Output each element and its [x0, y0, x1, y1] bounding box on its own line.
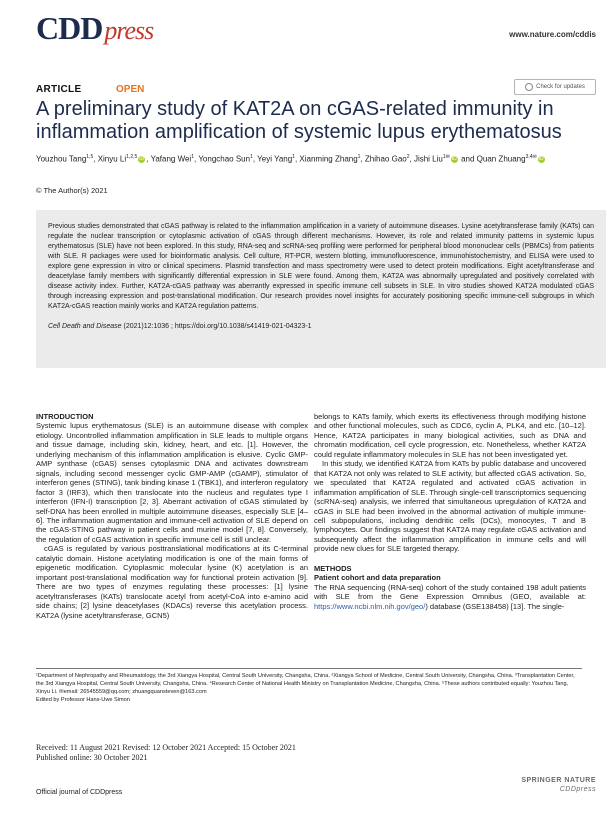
- methods-text-end: ) database (GSE138458) [13]. The single-: [425, 601, 565, 611]
- journal-logo: [36, 10, 153, 47]
- author-affiliation: 1: [191, 154, 194, 160]
- affiliations-text: ¹Department of Nephropathy and Rheumatology, the 3rd Xiangya Hospital, Central South University, Changsha, China. ²Xiangya School of Medicine, Central South University, Changsha, China. ³Transplantation Center, the 3rd Xiangya Hospital, Central South University, Changsha, China. ⁴Research Center of National Health Ministry on Transplantation Medicine, Changsha, China. ⁵These authors contributed equally: Youzhou Tang, Xinyu Li. ✉email: 26545559@qq.com; zhuangquansteven@163.com: [36, 673, 575, 695]
- check-updates-label: Check for updates: [536, 84, 585, 90]
- abstract-text: Previous studies demonstrated that cGAS pathway is related to the inflammation amplification in a variety of autoimmune diseases. Lysine acetyltransferase family (KATs) can regulate the nuclear transcription or cytoplasmic activation of cGAS through different mechanisms. However, its role and related immunity patterns in systemic lupus erythematosus (SLE) have not been explored. In this study, RNA-seq and scRNA-seq profiling were performed for peripheral blood mononuclear cells (PBMCs) from patients with SLE. R packages were used for bioinformatic analysis. Cell culture, RT-PCR, western blotting, immunofluorescence, immunohistochemistry, and ELISA were used to explore gene expression in vitro or clinical specimens. Plasmid transfection and mass spectrometry were used to detect protein modifications. Eight acetyltransferase and deacetylase family members with significantly differential expression in SLE were found. Among them, KAT2A was abnormally upregulated and positively correlated with disease activity index. Further, KAT2A-cGAS pathway was aberrantly expressed in specific immune cell subsets in SLE. In vitro studies showed KAT2A modulated cGAS through increasing expression and post-translational modification. Our research provides novel insights for accurately positioning specific immune-cell subgroups in which KAT2A-cGAS reaction mainly works and KAT2A regulation patterns.: [48, 223, 594, 310]
- author-list: Youzhou Tang$^{1,5}$, Xinyu Li$^{1,2,5}$ iD , Yafang Wei$^1$, Yongchao Sun$^1$, Yeyi Yang$^1$, Xianming Zhang$^1$, Zhihao Gao$^2$, Jishi Liu$^{1✉}$ iD and Quan Zhuang$^{3,4✉}$ iD: [36, 154, 544, 164]
- logo-main: CDD: [36, 10, 103, 46]
- dates-line-1: Received: 11 August 2021 Revised: 12 October 2021 Accepted: 15 October 2021: [36, 743, 296, 752]
- author-affiliation: 1,2,5: [126, 154, 138, 160]
- author-affiliation: 1✉: [442, 154, 450, 160]
- author-name[interactable]: Zhihao Gao: [364, 154, 407, 164]
- orcid-icon[interactable]: iD: [538, 156, 544, 163]
- author-affiliation: 1: [292, 154, 295, 160]
- article-title: A preliminary study of KAT2A on cGAS-related immunity in inflammation amplification of systemic lupus erythematosus: [36, 98, 562, 143]
- left-column: [36, 412, 308, 620]
- introduction-heading: INTRODUCTION: [36, 412, 94, 421]
- author-name[interactable]: Yongchao Sun: [198, 154, 251, 164]
- citation-line: [48, 322, 594, 332]
- methods-text-start: The RNA sequencing (RNA-seq) cohort of the study contained 198 adult patients with SLE from the Gene Expression Omnibus (GEO, available at:: [314, 582, 586, 602]
- article-dates: [36, 743, 296, 763]
- edited-by: Edited by Professor Hans-Uwe Simon: [36, 697, 130, 703]
- sn-top: SPRINGER NATURE: [521, 777, 596, 784]
- logo-accent: press: [104, 16, 154, 45]
- methods-paragraph-1: [314, 583, 586, 611]
- journal-url[interactable]: www.nature.com/cddis: [509, 30, 596, 39]
- author-name[interactable]: Quan Zhuang: [476, 154, 526, 164]
- intro-paragraph-3: belongs to KATs family, which exerts its effectiveness through modifying histone and other functional molecules, such as CDC6, cyclin A, PLK4, and etc. [10–12]. Hence, KAT2A participates in many biological activities, such as DNA and chromatin modification, cell cycle progression, etc. Nonetheless, whether KAT2A could regulate inflammatory molecules in SLE has not been investigated yet.: [314, 412, 586, 459]
- author-name[interactable]: Youzhou Tang: [36, 154, 87, 164]
- open-access-label: OPEN: [116, 84, 145, 95]
- author-affiliation: 1,5: [86, 154, 94, 160]
- dates-line-2: Published online: 30 October 2021: [36, 753, 148, 762]
- author-name[interactable]: Jishi Liu: [413, 154, 443, 164]
- citation-details: (2021)12:1036 ; https://doi.org/10.1038/s41419-021-04323-1: [121, 323, 312, 330]
- author-name[interactable]: Xianming Zhang: [299, 154, 358, 164]
- author-affiliation: 1: [357, 154, 361, 160]
- affiliation-footnotes: [36, 668, 582, 704]
- author-affiliation: 2: [406, 154, 410, 160]
- intro-paragraph-1: Systemic lupus erythematosus (SLE) is an autoimmune disease with complex etiology. Uncontrolled inflammation amplification in SLE leads to multiple organs and tissue damage, including skin, kidney, heart, and etc. [1]. However, the underlying mechanism of this inflammation amplification is elusive. Cyclic GMP-AMP synthase (cGAS) senses cytoplasmic DNA and activates downstream signals, including second messenger cyclic GMP-AMP (cGAMP), stimulator of interferon genes (STING), tank binding kinase 1 (TBK1), and interferon regulatory factor 3 (IRF3), which then translocate into the nucleus and regulates type I interferon (IFN-I) transcription [2, 3]. Aberrant activation of cGAS stimulated by self-DNA has been enrolled in multiple autoimmune diseases, especially SLE [4–6]. The inflammation augmentation and immune-cell activation of SLE depend on the cGAS-STING pathway in patient cells and murine model [7, 8]. Conversely, the regulation of cGAS activation in specific immune cell is still unclear.: [36, 421, 308, 544]
- sn-bottom: CDDpress: [559, 786, 596, 793]
- check-updates-button[interactable]: [514, 79, 596, 95]
- copyright-notice: © The Author(s) 2021: [36, 186, 108, 195]
- author-affiliation: 3,4✉: [525, 154, 537, 160]
- article-type-label: ARTICLE: [36, 84, 82, 95]
- author-name[interactable]: Yeyi Yang: [257, 154, 293, 164]
- author-affiliation: 1: [250, 154, 253, 160]
- intro-paragraph-4: In this study, we identified KAT2A from KATs by public database and uncovered that KAT2A not only was related to SLE activity, but affected cGAS activation. So, we speculated that KAT2A regulated and activated cGAS activation in inflammation amplification of SLE. Through single-cell transcriptomics sequencing (scRNA-seq) analysis, we inferred that simultaneous upregulation of KAT2A and cGAS in SLE had been involved in the abnormal activation of multiple immune-cell subpopulations, including dendritic cells (DCs), monocytes, T and B lymphocytes. Our findings suggest that KAT2A may regulate cGAS activation and subsequently affect the inflammation amplification in immune cells and will provide new clues for SLE targeted therapy.: [314, 459, 586, 554]
- abstract-box: [36, 210, 606, 368]
- author-name[interactable]: Xinyu Li: [97, 154, 127, 164]
- orcid-icon[interactable]: iD: [451, 156, 457, 163]
- update-icon: [525, 83, 533, 91]
- author-name[interactable]: Yafang Wei: [150, 154, 192, 164]
- orcid-icon[interactable]: iD: [139, 156, 145, 163]
- right-column: [314, 412, 586, 611]
- official-journal-note: Official journal of CDDpress: [36, 789, 123, 796]
- intro-paragraph-2: cGAS is regulated by various posttranslational modifications at its C-terminal catalytic domain. Histone acetylating modification is one of the main forms of epigenetic modification. Cytoplasmic molecular lysine (K) acetylation is an important post-translational modification way for functional protein activation [9]. There are two types of enzymes regulating these processes: [1] lysine acetyltransferases (KATs) translocate acetyl from acetyl-CoA into e-amino acid side chains; [2] lysine deacetylases (KDACs) reverse this acetylation process. KAT2A (lysine acetyltransferase, GCN5): [36, 544, 308, 620]
- springer-nature-logo: [521, 776, 596, 794]
- subsection-heading: Patient cohort and data preparation: [314, 573, 441, 583]
- citation-journal: Cell Death and Disease: [48, 323, 122, 330]
- methods-heading: METHODS: [314, 563, 352, 573]
- geo-link[interactable]: https://www.ncbi.nlm.nih.gov/geo/: [314, 601, 426, 611]
